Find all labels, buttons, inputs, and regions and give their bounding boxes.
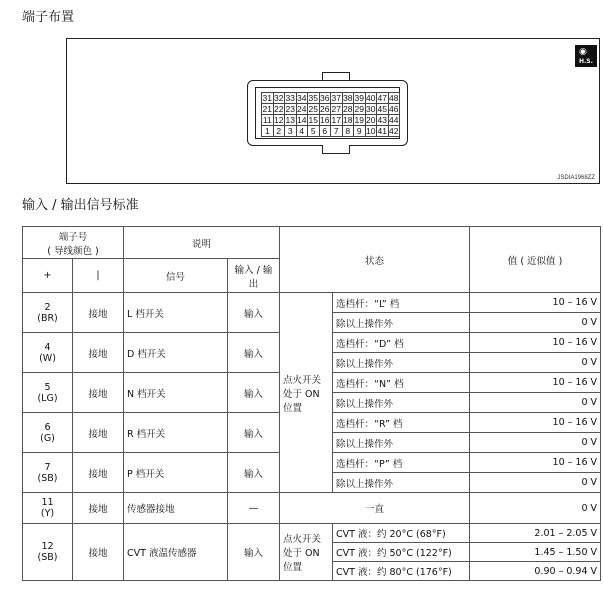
header-description: 说明: [124, 227, 280, 259]
header-plus: +: [23, 259, 73, 293]
value-cell: 0 V: [470, 493, 601, 524]
header-condition: 状态: [280, 227, 470, 293]
state-cell: 除以上操作外: [333, 313, 470, 333]
value-cell: 10 – 16 V: [470, 333, 601, 353]
signal-cell: CVT 液温传感器: [124, 524, 228, 581]
signal-cell: R 档开关: [124, 413, 228, 453]
value-cell: 0 V: [470, 353, 601, 373]
pin-cell: [23, 293, 73, 333]
value-cell: 1.45 – 1.50 V: [470, 543, 601, 562]
io-cell: 输入: [228, 453, 280, 493]
connector-pin: 27: [331, 104, 341, 114]
table-row: [23, 293, 601, 313]
state-cell: 一直: [280, 493, 470, 524]
connector-pin: 18: [343, 115, 353, 125]
connector-pin: 2: [273, 125, 286, 137]
ground-cell: 接地: [73, 413, 124, 453]
wire-color: (SB): [37, 472, 58, 484]
ignition-condition-cell: 点火开关处于 ON 位置: [280, 524, 333, 581]
harness-side-label: H.S.: [579, 58, 593, 65]
connector-pin: 12: [274, 115, 284, 125]
state-cell: 选档杆：“N” 档: [333, 373, 470, 393]
state-cell: CVT 液：约 50°C (122°F): [333, 543, 470, 562]
ignition-condition-cell: 点火开关处于 ON 位置: [280, 293, 333, 493]
connector-pin: 44: [389, 115, 399, 125]
connector-pin: 45: [377, 104, 387, 114]
wire-color: (SB): [37, 552, 58, 563]
connector-pin: 47: [377, 93, 387, 103]
io-cell: 输入: [228, 333, 280, 373]
connector-pin: 9: [353, 125, 366, 137]
connector-pin: 5: [307, 125, 320, 137]
connector-pin: 6: [319, 125, 332, 137]
figure-id: JSDIA1968ZZ: [557, 175, 595, 181]
connector-figure: [66, 38, 600, 184]
connector-pin: 32: [274, 93, 284, 103]
io-cell: 输入: [228, 293, 280, 333]
harness-side-icon: [575, 45, 597, 67]
pin-cell: [23, 413, 73, 453]
connector-pin: 43: [377, 115, 387, 125]
connector-pin: 29: [354, 104, 364, 114]
ground-cell: 接地: [73, 373, 124, 413]
connector-pin: 13: [285, 115, 295, 125]
wire-color: (Y): [40, 508, 55, 519]
value-cell: 10 – 16 V: [470, 373, 601, 393]
connector-pin: 11: [262, 115, 272, 125]
wire-color: (G): [40, 432, 55, 444]
signal-cell: L 档开关: [124, 293, 228, 333]
connector-pin: 24: [297, 104, 307, 114]
state-cell: 选档杆：“D” 档: [333, 333, 470, 353]
value-cell: 10 – 16 V: [470, 453, 601, 473]
value-cell: 2.01 – 2.05 V: [470, 524, 601, 543]
header-signal: 信号: [124, 259, 228, 293]
wire-color: (W): [39, 352, 56, 364]
signal-cell: N 档开关: [124, 373, 228, 413]
connector-pin: 40: [366, 93, 376, 103]
connector-pin: 3: [284, 125, 297, 137]
pin-cell: [23, 373, 73, 413]
connector-pin: 25: [308, 104, 318, 114]
connector-pin: 30: [366, 104, 376, 114]
connector-pin: 46: [389, 104, 399, 114]
connector-pin: 26: [320, 104, 330, 114]
section-title-io-standard: 输入 / 输出信号标准: [22, 198, 139, 213]
header-value: 值 ( 近似值 ): [470, 227, 601, 293]
value-cell: 0 V: [470, 393, 601, 413]
signal-cell: P 档开关: [124, 453, 228, 493]
ground-cell: 接地: [73, 333, 124, 373]
ground-cell: 接地: [73, 293, 124, 333]
value-cell: 10 – 16 V: [470, 293, 601, 313]
table-row: [23, 524, 601, 543]
io-cell: 输入: [228, 373, 280, 413]
state-cell: 除以上操作外: [333, 393, 470, 413]
pin-cell: [23, 453, 73, 493]
connector-pin: 28: [343, 104, 353, 114]
state-cell: 选档杆：“P” 档: [333, 453, 470, 473]
connector-pin: 8: [342, 125, 355, 137]
io-cell: 输入: [228, 524, 280, 581]
io-cell: —: [228, 493, 280, 524]
connector-pin: 39: [354, 93, 364, 103]
pin-cell: [23, 493, 73, 524]
connector-glyph-icon: ◉: [579, 47, 587, 57]
header-terminal-sub: ( 导线颜色 ): [47, 245, 99, 257]
pin-number: 11: [41, 497, 54, 508]
header-minus: |: [73, 259, 124, 293]
pin-number: 2: [44, 301, 51, 313]
io-cell: 输入: [228, 413, 280, 453]
header-terminal: [23, 227, 124, 259]
wire-color: (BR): [37, 312, 58, 324]
signal-cell: 传感器接地: [124, 493, 228, 524]
connector-pin: 15: [308, 115, 318, 125]
connector-pin: 7: [330, 125, 343, 137]
connector-pin: 1: [261, 125, 274, 137]
state-cell: 除以上操作外: [333, 433, 470, 453]
table-row: [23, 493, 601, 524]
connector-pin: 4: [296, 125, 309, 137]
pin-number: 12: [41, 541, 54, 552]
section-title-terminal-layout: 端子布置: [22, 10, 75, 25]
connector-pin: 41: [377, 126, 387, 136]
connector-pin: 19: [354, 115, 364, 125]
connector-pin: 23: [285, 104, 295, 114]
connector-diagram: [247, 72, 408, 154]
state-cell: CVT 液：约 20°C (68°F): [333, 524, 470, 543]
connector-pin: 21: [262, 104, 272, 114]
connector-pin: 22: [274, 104, 284, 114]
connector-latch-bottom: [322, 145, 350, 154]
state-cell: CVT 液：约 80°C (176°F): [333, 562, 470, 581]
signal-cell: D 档开关: [124, 333, 228, 373]
connector-pin: 31: [262, 93, 272, 103]
pin-number: 6: [44, 421, 51, 433]
connector-pin: 34: [297, 93, 307, 103]
pin-number: 5: [44, 381, 51, 393]
value-cell: 10 – 16 V: [470, 413, 601, 433]
ground-cell: 接地: [73, 453, 124, 493]
state-cell: 选档杆：“L” 档: [333, 293, 470, 313]
state-cell: 除以上操作外: [333, 353, 470, 373]
value-cell: 0 V: [470, 433, 601, 453]
wire-color: (LG): [37, 392, 58, 404]
pin-cell: [23, 524, 73, 581]
connector-pin: 38: [343, 93, 353, 103]
pin-grid: [261, 92, 399, 136]
table-body: [23, 293, 601, 581]
value-cell: 0.90 – 0.94 V: [470, 562, 601, 581]
connector-pin: 20: [366, 115, 376, 125]
connector-pin: 33: [285, 93, 295, 103]
ground-cell: 接地: [73, 493, 124, 524]
ground-cell: 接地: [73, 524, 124, 581]
connector-pin: 16: [320, 115, 330, 125]
pin-cell: [23, 333, 73, 373]
connector-pin: 37: [331, 93, 341, 103]
connector-pin: 17: [331, 115, 341, 125]
io-signal-table: [22, 226, 601, 581]
header-io: 输入 / 输出: [228, 259, 280, 293]
connector-pin: 48: [389, 93, 399, 103]
connector-pin: 35: [308, 93, 318, 103]
value-cell: 0 V: [470, 313, 601, 333]
connector-pin: 42: [389, 126, 399, 136]
connector-pin: 10: [366, 126, 376, 136]
state-cell: 除以上操作外: [333, 473, 470, 493]
connector-pin: 36: [320, 93, 330, 103]
pin-number: 7: [44, 461, 51, 473]
state-cell: 选档杆：“R” 档: [333, 413, 470, 433]
connector-pin: 14: [297, 115, 307, 125]
pin-number: 4: [44, 341, 51, 353]
header-terminal-label: 端子号: [58, 231, 88, 243]
value-cell: 0 V: [470, 473, 601, 493]
